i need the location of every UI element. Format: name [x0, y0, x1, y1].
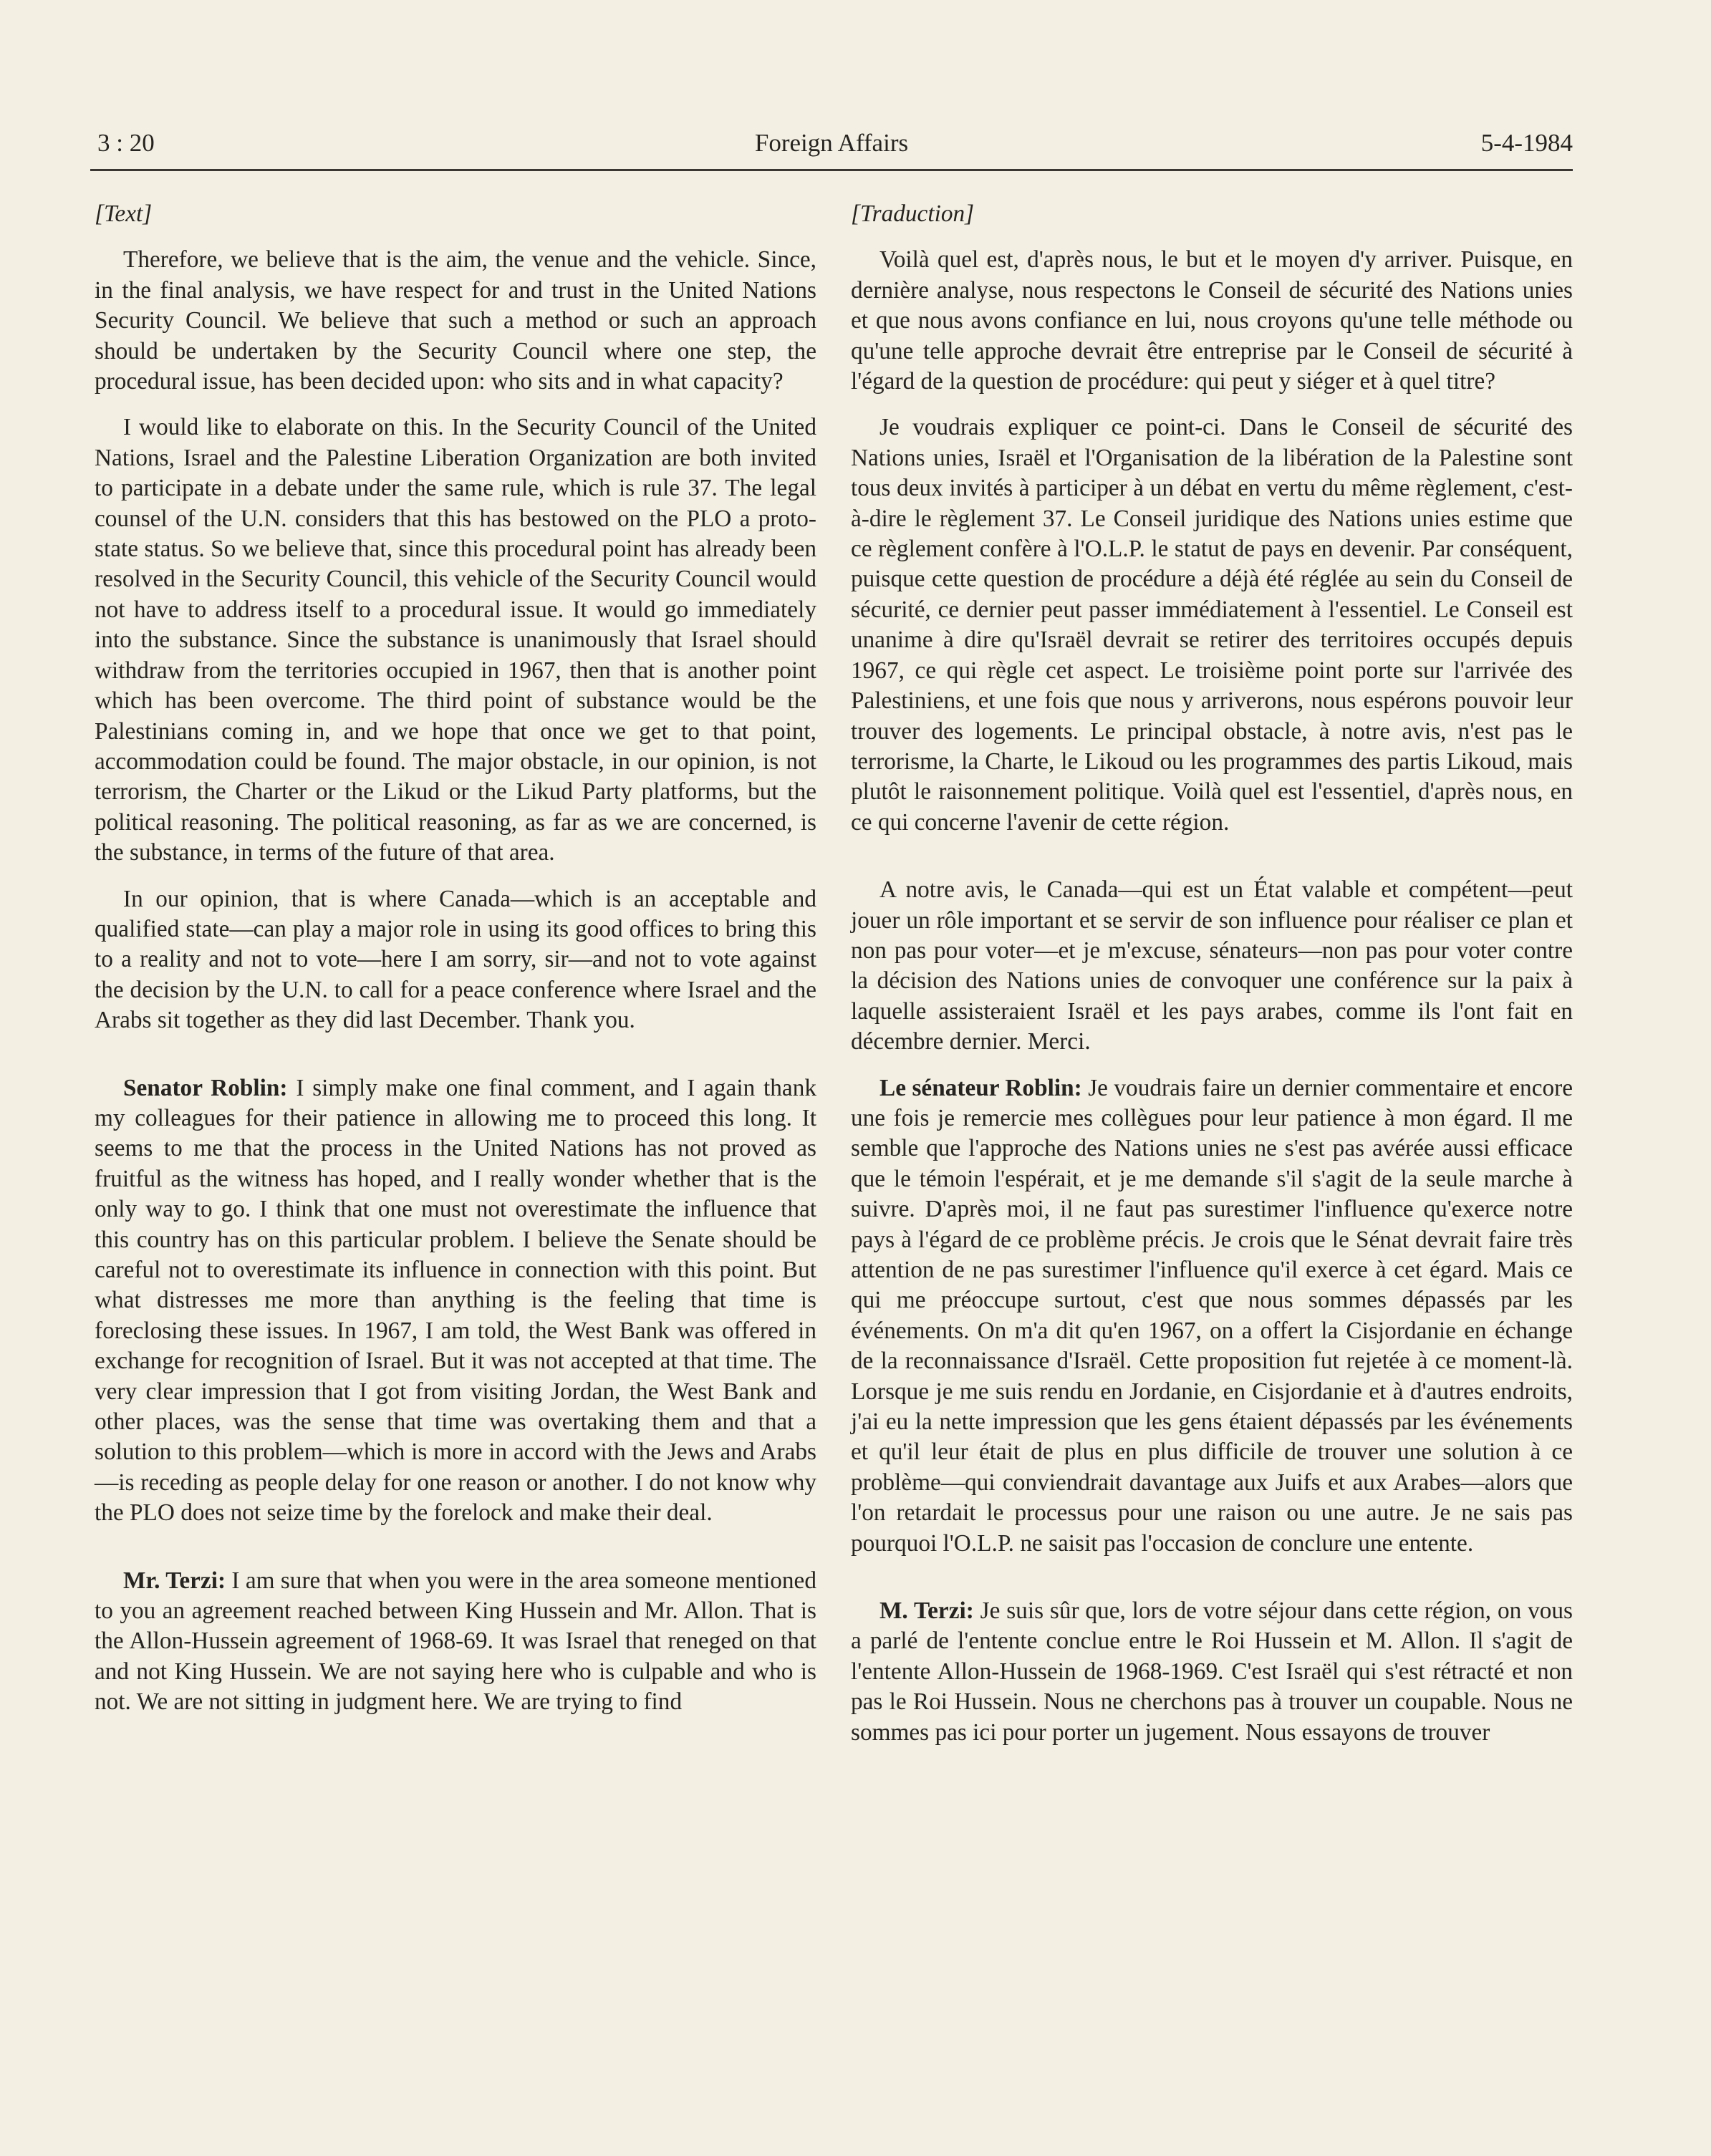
- french-paragraph-5: [851, 1596, 1573, 1748]
- speaker-roblin-fr: Le sénateur Roblin:: [879, 1074, 1082, 1101]
- page-number: 3 : 20: [97, 129, 155, 157]
- english-paragraph-5: [95, 1566, 816, 1718]
- speaker-terzi-fr: M. Terzi:: [879, 1597, 974, 1625]
- publication-title: Foreign Affairs: [754, 129, 909, 157]
- english-paragraph-1: Therefore, we believe that is the aim, the venue and the vehicle. Since, in the final analysis, we have respect for and trust in the United Nations Security Council. We believe that such a method or such an approach should be undertaken by the Security Council where one step, the procedural issue, has been decided upon: who sits and in what capacity?: [95, 246, 816, 395]
- english-paragraph-5-text: I am sure that when you were in the area someone mentioned to you an agreement reached between King Hussein and Mr. Allon. That is the Allon-Hussein agreement of 1968-69. It was Israel that reneged on that and not King Hussein. We are not saying here who is culpable and who is not. We are not sitting in judgment here. We are trying to find: [95, 1567, 816, 1716]
- speaker-terzi: Mr. Terzi:: [123, 1567, 226, 1594]
- french-paragraph-2: Je voudrais expliquer ce point-ci. Dans le Conseil de sécurité des Nations unies, Israël et l'Organisation de la libération de la Palestine sont tous deux invités à participer à un débat en vertu du même règlement, c'est-à-dire le règlement 37. Le Conseil juridique des Nations unies estime que ce règlement confère à l'O.L.P. le statut de pays en devenir. Par conséquent, puisque cette question de procédure a déjà été réglée au sein du Conseil de sécurité, ce dernier peut passer immédiatement à l'essentiel. Le Conseil est unanime à dire qu'Israël devrait se retirer des territoires occupés depuis 1967, ce qui règle cet aspect. Le troisième point porte sur l'arrivée des Palestiniens, et une fois que nous y arriverons, nous espérons pouvoir leur trouver des logements. Le principal obstacle, à notre avis, n'est pas le terrorisme, la Charte, le Likoud ou les programmes des partis Likoud, mais plutôt le raisonnement politique. Voilà quel est l'essentiel, d'après nous, en ce qui concerne l'avenir de cette région.: [851, 414, 1573, 836]
- header-rule: [90, 169, 1573, 171]
- french-paragraph-3: A notre avis, le Canada—qui est un État valable et compétent—peut jouer un rôle important et se servir de son influence pour réaliser ce plan et non pas pour voter—et je m'excuse, sénateurs—non pas pour voter contre la décision des Nations unies de convoquer une conférence sur la paix à laquelle assisteraient Israël et les pays arabes, comme ils l'ont fait en décembre dernier. Merci.: [851, 876, 1573, 1055]
- french-paragraph-5-text: Je suis sûr que, lors de votre séjour dans cette région, on vous a parlé de l'entente conclue entre le Roi Hussein et M. Allon. Il s'agit de l'entente Allon-Hussein de 1968-1969. C'est Israël qui s'est rétracté et non pas le Roi Hussein. Nous ne cherchons pas à trouver un coupable. Nous ne sommes pas ici pour porter un jugement. Nous essayons de trouver: [851, 1597, 1573, 1746]
- english-paragraph-3: In our opinion, that is where Canada—which is an acceptable and qualified state—can play a major role in using its good offices to bring this to a reality and not to vote—here I am sorry, sir—and not to vote against the decision by the U.N. to call for a peace conference where Israel and the Arabs sit together as they did last December. Thank you.: [95, 885, 816, 1034]
- speaker-roblin: Senator Roblin:: [123, 1074, 288, 1101]
- english-paragraph-2: I would like to elaborate on this. In the Security Council of the United Nations, Israel and the Palestine Liberation Organization are both invited to participate in a debate under the same rule, which is rule 37. The legal counsel of the U.N. considers that this has bestowed on the PLO a proto-state status. So we believe that, since this procedural point has already been resolved in the Security Council, this vehicle of the Security Council would not have to address itself to a procedural issue. It would go immediately into the substance. Since the substance is unanimously that Israel should withdraw from the territories occupied in 1967, then that is another point which has been overcome. The third point of substance would be the Palestinians coming in, and we hope that once we get to that point, accommodation could be found. The major obstacle, in our opinion, is not terrorism, the Charter or the Likud or the Likud Party platforms, but the political reasoning. The political reasoning, as far as we are concerned, is the substance, in terms of the future of that area.: [95, 414, 816, 866]
- french-paragraph-1: Voilà quel est, d'après nous, le but et le moyen d'y arriver. Puisque, en dernière analyse, nous respectons le Conseil de sécurité des Nations unies et que nous avons confiance en lui, nous croyons qu'une telle méthode ou qu'une telle approche devrait être entreprise par le Conseil de sécurité à l'égard de la question de procédure: qui peut y siéger et à quel titre?: [851, 246, 1573, 395]
- french-paragraph-4: [851, 1073, 1573, 1560]
- page-header: [90, 129, 1573, 169]
- english-paragraph-4-text: I simply make one final comment, and I again thank my colleagues for their patience in allowing me to proceed this long. It seems to me that the process in the United Nations has not proved as fruitful as the witness has hoped, and I really wonder whether that is the only way to go. I think that one must not overestimate the influence that this country has on this particular problem. I believe the Senate should be careful not to overestimate its influence in connection with this point. But what distresses me more than anything is the feeling that time is foreclosing these issues. In 1967, I am told, the West Bank was offered in exchange for recognition of Israel. But it was not accepted at that time. The very clear impression that I got from visiting Jordan, the West Bank and other places, was the sense that time was overtaking them and that a solution to this problem—which is more in accord with the Jews and Arabs—is receding as people delay for one reason or another. I do not know why the PLO does not seize time by the forelock and make their deal.: [95, 1074, 816, 1527]
- french-paragraph-4-text: Je voudrais faire un dernier commentaire et encore une fois je remercie mes collègues pour leur patience à mon égard. Il me semble que l'approche des Nations unies ne s'est pas avérée aussi efficace que le témoin l'espérait, et je me demande s'il s'agit de la seule marche à suivre. D'après moi, il ne faut pas surestimer l'influence qu'exerce notre pays à l'égard de ce problème précis. Je crois que le Sénat devrait faire très attention de ne pas surestimer l'influence qu'il exerce à cet égard. Mais ce qui me préoccupe surtout, c'est que nous sommes dépassés par les événements. On m'a dit qu'en 1967, on a offert la Cisjordanie en échange de la reconnaissance d'Israël. Cette proposition fut rejetée à ce moment-là. Lorsque je me suis rendu en Jordanie, en Cisjordanie et à d'autres endroits, j'ai eu la nette impression que les gens étaient dépassés par les événements et qu'il leur était de plus en plus difficile de trouver une solution à ce problème—qui conviendrait davantage aux Juifs et aux Arabes—alors que l'on retardait le processus pour une raison ou une autre. Je ne sais pas pourquoi l'O.L.P. ne saisit pas l'occasion de conclure une entente.: [851, 1074, 1573, 1557]
- english-paragraph-4: [95, 1073, 816, 1529]
- english-label: [Text]: [95, 200, 153, 227]
- french-column: [851, 199, 1573, 1748]
- issue-date: 5-4-1984: [1480, 129, 1573, 157]
- english-column: [95, 199, 816, 1718]
- french-label: [Traduction]: [851, 200, 975, 227]
